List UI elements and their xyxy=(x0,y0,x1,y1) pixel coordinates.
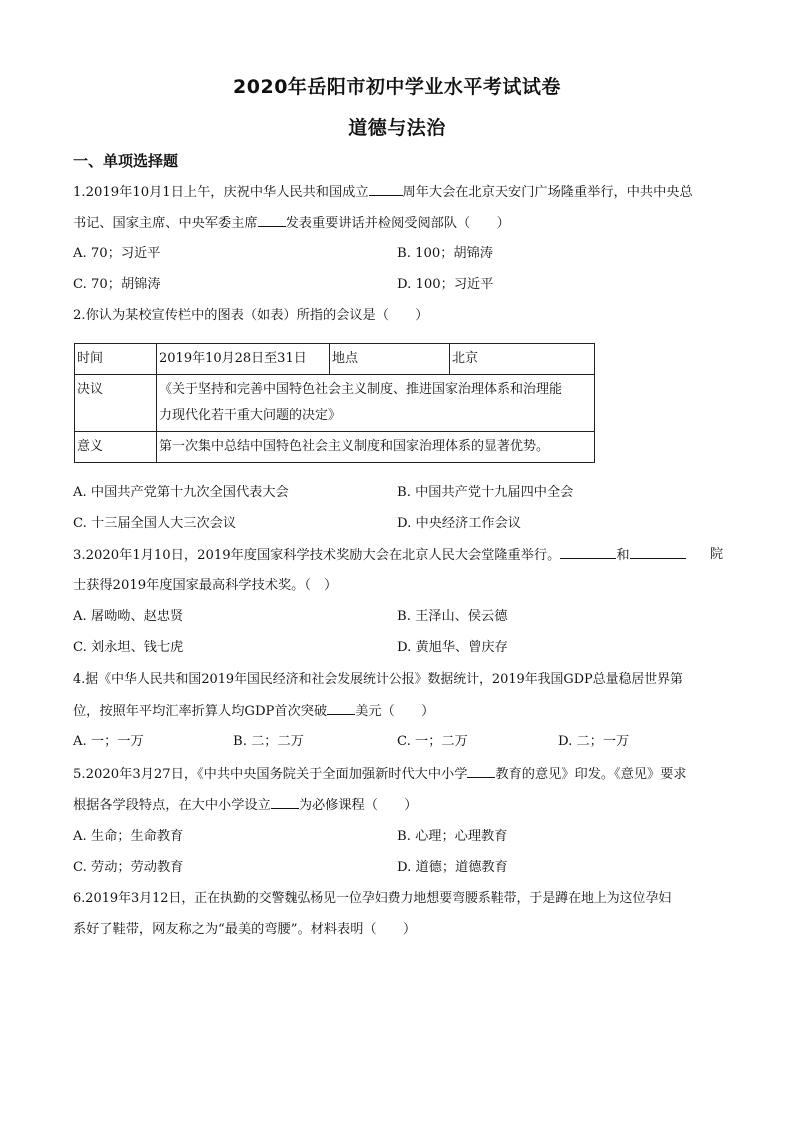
meaning-value: 第一次集中总结中国特色社会主义制度和国家治理体系的显著优势。 xyxy=(157,432,595,463)
q3-text-b: 和 xyxy=(616,548,630,563)
table-row xyxy=(75,344,595,375)
q5-option-d: D. 道德；道德教育 xyxy=(397,860,508,875)
q5-text-c: 根据各学段特点，在大中小学设立 xyxy=(73,798,271,813)
q1-option-d: D. 100；习近平 xyxy=(397,277,494,292)
q2-option-a: A. 中国共产党第十九次全国代表大会 xyxy=(73,485,289,500)
q5-text-b: 教育的意见》印发。《意见》要求 xyxy=(495,767,687,782)
q2-option-c: C. 十三届全国人大三次会议 xyxy=(73,516,237,531)
q3-option-a: A. 屠呦呦、赵忠贤 xyxy=(73,609,184,624)
resolution-value-line1: 《关于坚持和完善中国特色社会主义制度、推进国家治理体系和治理能 xyxy=(159,382,563,397)
q4-option-a: A. 一；一万 xyxy=(73,734,144,749)
q3-option-d: D. 黄旭华、曾庆存 xyxy=(397,640,508,655)
q3-text-a: 3.2020年1月10日，2019年度国家科学技术奖励大会在北京人民大会堂隆重举行。 xyxy=(73,548,561,563)
q3-option-c: C. 刘永坦、钱七虎 xyxy=(73,640,184,655)
q2-info-table xyxy=(74,343,595,463)
q1-text-a: 1.2019年10月1日上午，庆祝中华人民共和国成立 xyxy=(73,185,369,200)
place-value: 北京 xyxy=(450,344,595,375)
meaning-label: 意义 xyxy=(75,432,157,463)
q5-stem-line2 xyxy=(73,795,723,816)
q3-stem-line2: 士获得2019年度国家最高科学技术奖。（ ） xyxy=(73,578,338,593)
q2-option-d: D. 中央经济工作会议 xyxy=(397,516,521,531)
table-row xyxy=(75,432,595,463)
answer-blank xyxy=(327,701,355,715)
answer-blank xyxy=(560,545,616,559)
answer-blank xyxy=(271,795,299,809)
time-label: 时间 xyxy=(75,344,157,375)
q2-stem: 2.你认为某校宣传栏中的图表（如表）所指的会议是（ ） xyxy=(73,308,429,323)
exam-subject: 道德与法治 xyxy=(348,117,446,139)
answer-blank xyxy=(369,182,403,196)
answer-blank xyxy=(258,213,286,227)
place-label: 地点 xyxy=(330,344,450,375)
q5-option-b: B. 心理；心理教育 xyxy=(397,829,508,844)
q1-text-c: 书记、国家主席、中央军委主席 xyxy=(73,216,258,231)
q1-stem-line2 xyxy=(73,213,723,234)
q5-text-a: 5.2020年3月27日，《中共中央国务院关于全面加强新时代大中小学 xyxy=(73,767,468,782)
resolution-label: 决议 xyxy=(75,375,157,432)
exam-title: 2020年岳阳市初中学业水平考试试卷 xyxy=(233,76,561,98)
resolution-value xyxy=(157,375,595,432)
q4-stem-line1: 4.据《中华人民共和国2019年国民经济和社会发展统计公报》数据统计，2019年我国GDP总量稳居世界第 xyxy=(73,672,683,687)
q1-text-d: 发表重要讲话并检阅受阅部队（ ） xyxy=(285,216,510,231)
q5-option-a: A. 生命；生命教育 xyxy=(73,829,184,844)
q4-text-b: 美元（ ） xyxy=(355,704,435,719)
section-heading: 一、单项选择题 xyxy=(73,152,179,170)
q6-stem-line2: 系好了鞋带，网友称之为“最美的弯腰”。材料表明（ ） xyxy=(73,922,417,937)
resolution-value-line2: 力现代化若干重大问题的决定》 xyxy=(159,408,342,423)
time-value: 2019年10月28日至31日 xyxy=(157,344,330,375)
q4-stem-line2 xyxy=(73,701,723,722)
q3-text-c: 院 xyxy=(709,547,723,562)
answer-blank xyxy=(630,545,686,559)
answer-blank xyxy=(467,764,495,778)
q4-option-c: C. 一；二万 xyxy=(397,734,468,749)
q1-option-c: C. 70；胡锦涛 xyxy=(73,277,161,292)
q1-stem-line1 xyxy=(73,182,723,203)
q4-option-b: B. 二；二万 xyxy=(233,734,304,749)
q1-option-b: B. 100；胡锦涛 xyxy=(397,246,493,261)
q5-stem-line1 xyxy=(73,764,723,785)
q1-text-b: 周年大会在北京天安门广场隆重举行，中共中央总 xyxy=(402,185,693,200)
q5-text-d: 为必修课程（ ） xyxy=(298,798,418,813)
q1-option-a: A. 70；习近平 xyxy=(73,246,161,261)
q4-option-d: D. 二；一万 xyxy=(558,734,630,749)
q4-text-a: 位，按照年平均汇率折算人均GDP首次突破 xyxy=(73,704,328,719)
q3-stem-line1 xyxy=(73,545,723,566)
q3-option-b: B. 王泽山、侯云德 xyxy=(397,609,508,624)
q5-option-c: C. 劳动；劳动教育 xyxy=(73,860,184,875)
q2-option-b: B. 中国共产党十九届四中全会 xyxy=(397,485,574,500)
q6-stem-line1: 6.2019年3月12日，正在执勤的交警魏弘杨见一位孕妇费力地想要弯腰系鞋带，于是蹲在地上为这位孕妇 xyxy=(73,891,672,906)
table-row xyxy=(75,375,595,432)
